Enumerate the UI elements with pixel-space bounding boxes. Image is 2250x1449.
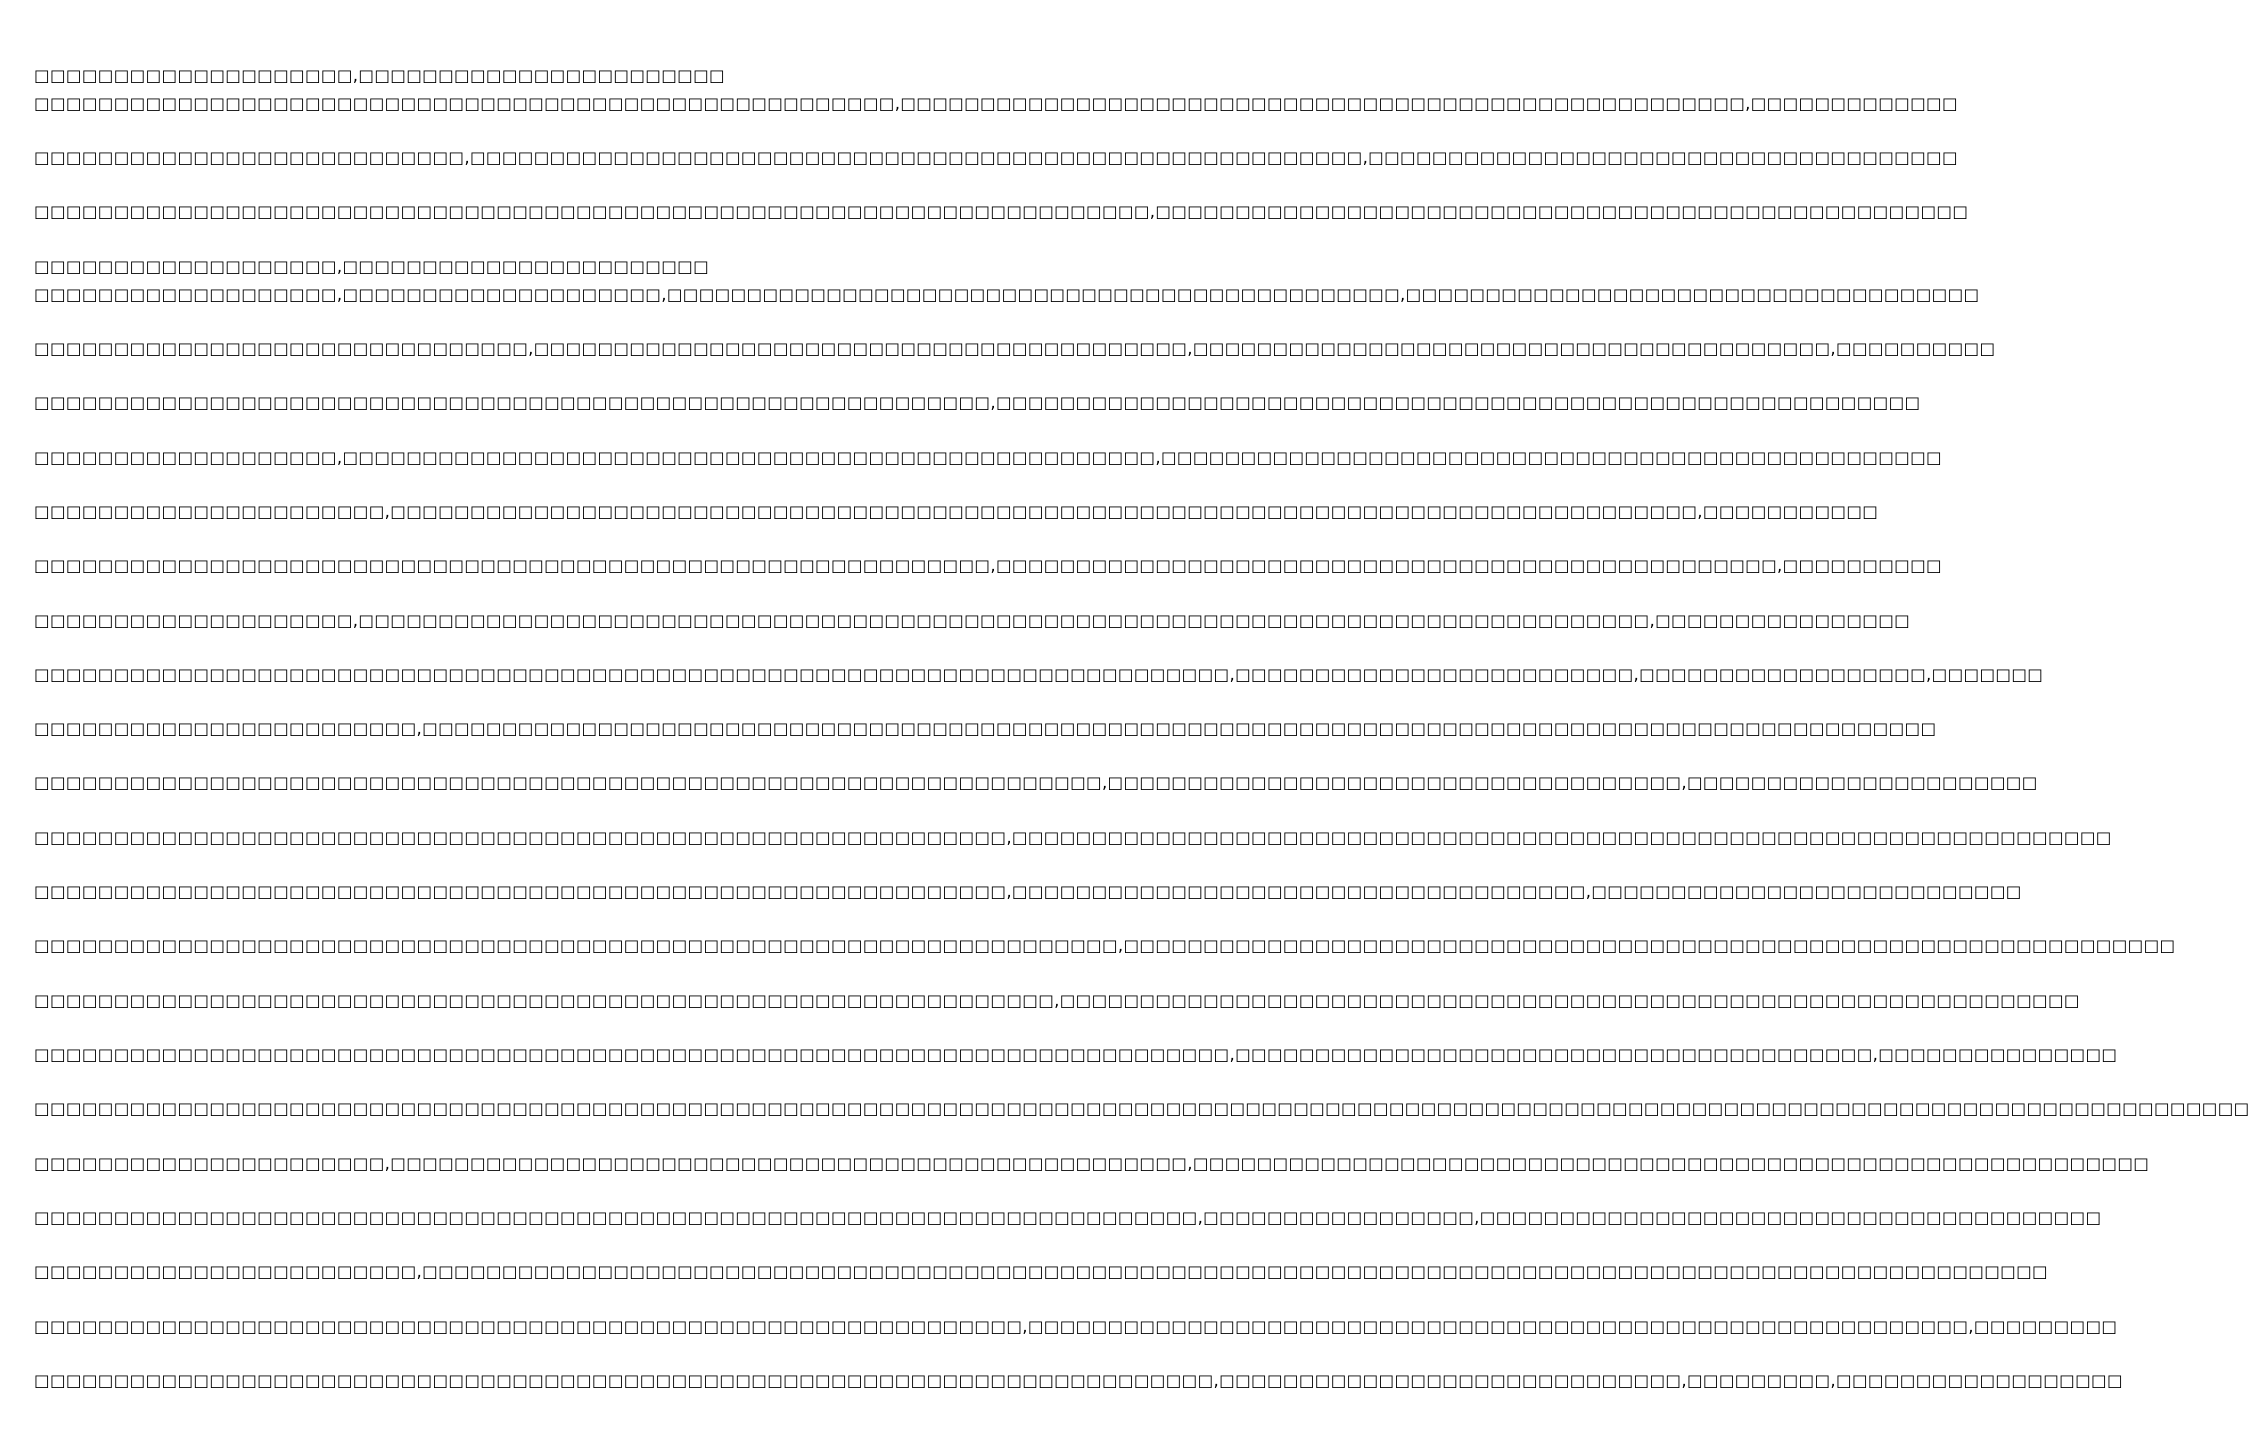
text-line-24: □□□□□□□□□□□□□□□□□□□□□□□□□□□□□□□□□□□□□□□□□□□□□□□□□□□□□□□□□□□□□□□□□□□□□□□□□□,□□□□□□□□□□□□□□□□□□□□□□□□□□□□□,□□□□□□□□□,□□□□□□□□□□□□□□□□□□ — [34, 1371, 2123, 1390]
text-line-22: □□□□□□□□□□□□□□□□□□□□□□□□,□□□□□□□□□□□□□□□□□□□□□□□□□□□□□□□□□□□□□□□□□□□□□□□□□□□□□□□□□□□□□□□□□□□□□□□□□□□□□□□□□□□□□□□□□□□□□□□□□□□□□□ — [34, 1262, 2048, 1281]
text-line-16: □□□□□□□□□□□□□□□□□□□□□□□□□□□□□□□□□□□□□□□□□□□□□□□□□□□□□□□□□□□□□□□□□□□□,□□□□□□□□□□□□□□□□□□□□□□□□□□□□□□□□□□□□□□□□□□□□□□□□□□□□□□□□□□□□□□□□□□ — [34, 936, 2176, 955]
text-line-9: □□□□□□□□□□□□□□□□□□□□□□□□□□□□□□□□□□□□□□□□□□□□□□□□□□□□□□□□□□□□,□□□□□□□□□□□□□□□□□□□□□□□□□□□□□□□□□□□□□□□□□□□□□□□□□,□□□□□□□□□□ — [34, 556, 1943, 575]
text-line-19: □□□□□□□□□□□□□□□□□□□□□□□□□□□□□□□□□□□□□□□□□□□□□□□□□□□□□□□□□□□□□□□□□□□□□□□□□□□□□□□□□□□□□□□□□□□□□□□□□□□□□□□□□□□□□□□□□□□□□□□□□□□□□□□□□□□□□□□□□□□ — [34, 1099, 2250, 1118]
section-heading-2: □□□□□□□□□□□□□□□□□□□,□□□□□□□□□□□□□□□□□□□□□□□ — [34, 257, 710, 276]
text-line-10: □□□□□□□□□□□□□□□□□□□□,□□□□□□□□□□□□□□□□□□□□□□□□□□□□□□□□□□□□□□□□□□□□□□□□□□□□□□□□□□□□□□□□□□□□□□□□□□□□□□□□□,□□□□□□□□□□□□□□□□ — [34, 611, 1911, 630]
text-line-14: □□□□□□□□□□□□□□□□□□□□□□□□□□□□□□□□□□□□□□□□□□□□□□□□□□□□□□□□□□□□□,□□□□□□□□□□□□□□□□□□□□□□□□□□□□□□□□□□□□□□□□□□□□□□□□□□□□□□□□□□□□□□□□□□□□□ — [34, 828, 2112, 847]
text-line-15: □□□□□□□□□□□□□□□□□□□□□□□□□□□□□□□□□□□□□□□□□□□□□□□□□□□□□□□□□□□□□,□□□□□□□□□□□□□□□□□□□□□□□□□□□□□□□□□□□□,□□□□□□□□□□□□□□□□□□□□□□□□□□□ — [34, 882, 2022, 901]
text-line-13: □□□□□□□□□□□□□□□□□□□□□□□□□□□□□□□□□□□□□□□□□□□□□□□□□□□□□□□□□□□□□□□□□□□,□□□□□□□□□□□□□□□□□□□□□□□□□□□□□□□□□□□□,□□□□□□□□□□□□□□□□□□□□□□ — [34, 773, 2038, 792]
text-line-20: □□□□□□□□□□□□□□□□□□□□□□,□□□□□□□□□□□□□□□□□□□□□□□□□□□□□□□□□□□□□□□□□□□□□□□□□□,□□□□□□□□□□□□□□□□□□□□□□□□□□□□□□□□□□□□□□□□□□□□□□□□□□□□□□□□□□□□ — [34, 1154, 2150, 1173]
text-line-21: □□□□□□□□□□□□□□□□□□□□□□□□□□□□□□□□□□□□□□□□□□□□□□□□□□□□□□□□□□□□□□□□□□□□□□□□□,□□□□□□□□□□□□□□□□□,□□□□□□□□□□□□□□□□□□□□□□□□□□□□□□□□□□□□□□□ — [34, 1208, 2102, 1227]
text-line-2: □□□□□□□□□□□□□□□□□□□□□□□□□□□,□□□□□□□□□□□□□□□□□□□□□□□□□□□□□□□□□□□□□□□□□□□□□□□□□□□□□□□□,□□□□□□□□□□□□□□□□□□□□□□□□□□□□□□□□□□□□□ — [34, 148, 1958, 167]
text-line-12: □□□□□□□□□□□□□□□□□□□□□□□□,□□□□□□□□□□□□□□□□□□□□□□□□□□□□□□□□□□□□□□□□□□□□□□□□□□□□□□□□□□□□□□□□□□□□□□□□□□□□□□□□□□□□□□□□□□□□□□□ — [34, 719, 1937, 738]
text-line-3: □□□□□□□□□□□□□□□□□□□□□□□□□□□□□□□□□□□□□□□□□□□□□□□□□□□□□□□□□□□□□□□□□□□□□□,□□□□□□□□□□□□□□□□□□□□□□□□□□□□□□□□□□□□□□□□□□□□□□□□□□□ — [34, 202, 1969, 221]
text-line-11: □□□□□□□□□□□□□□□□□□□□□□□□□□□□□□□□□□□□□□□□□□□□□□□□□□□□□□□□□□□□□□□□□□□□□□□□□□□,□□□□□□□□□□□□□□□□□□□□□□□□□,□□□□□□□□□□□□□□□□□□,□□□□□□□ — [34, 665, 2044, 684]
text-line-5: □□□□□□□□□□□□□□□□□□□□□□□□□□□□□□□,□□□□□□□□□□□□□□□□□□□□□□□□□□□□□□□□□□□□□□□□□,□□□□□□□□□□□□□□□□□□□□□□□□□□□□□□□□□□□□□□□□,□□□□□□□□□□ — [34, 339, 1996, 358]
text-line-6: □□□□□□□□□□□□□□□□□□□□□□□□□□□□□□□□□□□□□□□□□□□□□□□□□□□□□□□□□□□□,□□□□□□□□□□□□□□□□□□□□□□□□□□□□□□□□□□□□□□□□□□□□□□□□□□□□□□□□□□ — [34, 393, 1921, 412]
text-line-23: □□□□□□□□□□□□□□□□□□□□□□□□□□□□□□□□□□□□□□□□□□□□□□□□□□□□□□□□□□□□□□,□□□□□□□□□□□□□□□□□□□□□□□□□□□□□□□□□□□□□□□□□□□□□□□□□□□□□□□□□□□,□□□□□□□□□ — [34, 1317, 2118, 1336]
document-page — [34, 0, 2250, 1449]
section-heading-1: □□□□□□□□□□□□□□□□□□□□,□□□□□□□□□□□□□□□□□□□□□□□ — [34, 66, 725, 85]
text-line-7: □□□□□□□□□□□□□□□□□□□,□□□□□□□□□□□□□□□□□□□□□□□□□□□□□□□□□□□□□□□□□□□□□□□□□□□,□□□□□□□□□□□□□□□□□□□□□□□□□□□□□□□□□□□□□□□□□□□□□□□□□ — [34, 448, 1943, 467]
text-line-17: □□□□□□□□□□□□□□□□□□□□□□□□□□□□□□□□□□□□□□□□□□□□□□□□□□□□□□□□□□□□□□□□,□□□□□□□□□□□□□□□□□□□□□□□□□□□□□□□□□□□□□□□□□□□□□□□□□□□□□□□□□□□□□□□□ — [34, 991, 2080, 1010]
text-line-1: □□□□□□□□□□□□□□□□□□□□□□□□□□□□□□□□□□□□□□□□□□□□□□□□□□□□□□,□□□□□□□□□□□□□□□□□□□□□□□□□□□□□□□□□□□□□□□□□□□□□□□□□□□□□,□□□□□□□□□□□□□ — [34, 94, 1958, 113]
text-line-8: □□□□□□□□□□□□□□□□□□□□□□,□□□□□□□□□□□□□□□□□□□□□□□□□□□□□□□□□□□□□□□□□□□□□□□□□□□□□□□□□□□□□□□□□□□□□□□□□□□□□□□□□□,□□□□□□□□□□□ — [34, 502, 1879, 521]
text-line-4: □□□□□□□□□□□□□□□□□□□,□□□□□□□□□□□□□□□□□□□□,□□□□□□□□□□□□□□□□□□□□□□□□□□□□□□□□□□□□□□□□□□□□□□,□□□□□□□□□□□□□□□□□□□□□□□□□□□□□□□□□□□□ — [34, 285, 1980, 304]
text-line-18: □□□□□□□□□□□□□□□□□□□□□□□□□□□□□□□□□□□□□□□□□□□□□□□□□□□□□□□□□□□□□□□□□□□□□□□□□□□,□□□□□□□□□□□□□□□□□□□□□□□□□□□□□□□□□□□□□□□□,□□□□□□□□□□□□□□□ — [34, 1045, 2118, 1064]
